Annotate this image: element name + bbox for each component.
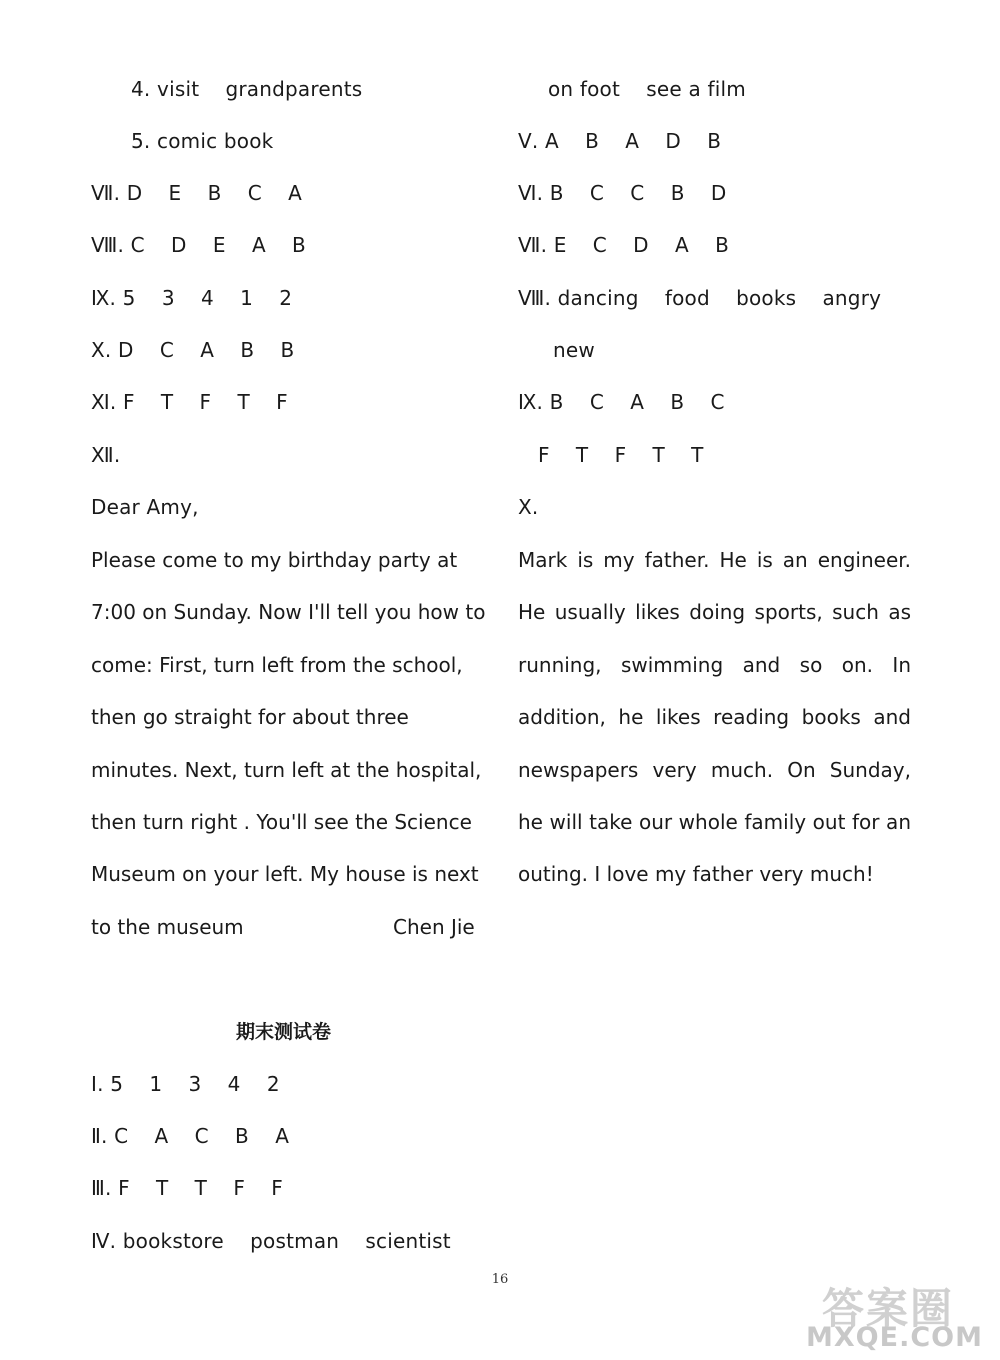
answer-line: Ⅺ. F T F T F — [91, 390, 288, 414]
answer-line: Ⅶ. D E B C A — [91, 181, 303, 205]
watermark-logo: 答案圈 — [822, 1284, 955, 1333]
answer-line: Ⅷ. C D E A B — [91, 233, 306, 257]
answer-line: Ⅻ. — [91, 443, 121, 467]
page-number: 16 — [491, 1272, 509, 1287]
answer-line: Ⅹ. D C A B B — [91, 338, 295, 362]
answer-line: Ⅲ. F T T F F — [91, 1176, 283, 1200]
answer-line: Ⅴ. A B A D B — [518, 129, 722, 153]
answer-line: F T F T T — [538, 443, 704, 467]
answer-line: Ⅶ. E C D A B — [518, 233, 730, 257]
answer-line: Ⅹ. — [518, 495, 539, 519]
answer-line: Ⅷ. dancing food books angry — [518, 286, 882, 310]
answer-line: Ⅳ. bookstore postman scientist — [91, 1229, 451, 1253]
answer-line: Ⅸ. 5 3 4 1 2 — [91, 286, 293, 310]
letter-signature: Chen Jie — [393, 915, 475, 939]
answer-line: Ⅵ. B C C B D — [518, 181, 727, 205]
answer-line: 4. visit grandparents — [131, 77, 363, 101]
section-title: 期末测试卷 — [236, 1021, 332, 1043]
answer-line: Ⅱ. C A C B A — [91, 1124, 290, 1148]
answer-line: new — [553, 338, 595, 362]
answer-line: on foot see a film — [548, 77, 746, 101]
answer-line: 5. comic book — [131, 129, 274, 153]
letter-body: Please come to my birthday party at 7:00 on Sunday. Now I'll tell you how to come: First, turn left from the school, then go straight for about three minutes. Next, turn left at the hospital, then turn right . You'll see the Science Museum on your left. My house is next to the museum — [91, 548, 486, 939]
answer-line: I. 5 1 3 4 2 — [91, 1072, 280, 1096]
answer-line: Ⅸ. B C A B C — [518, 390, 725, 414]
letter-greeting: Dear Amy, — [91, 495, 199, 519]
essay-body: Mark is my father. He is an engineer. He usually likes doing sports, such as running, swimming and so on. In addition, he likes reading books and newspapers very much. On Sunday, he will take our whole family out for an outing. I love my father very much! — [518, 548, 911, 887]
watermark-url: MXQE.COM — [806, 1322, 983, 1353]
